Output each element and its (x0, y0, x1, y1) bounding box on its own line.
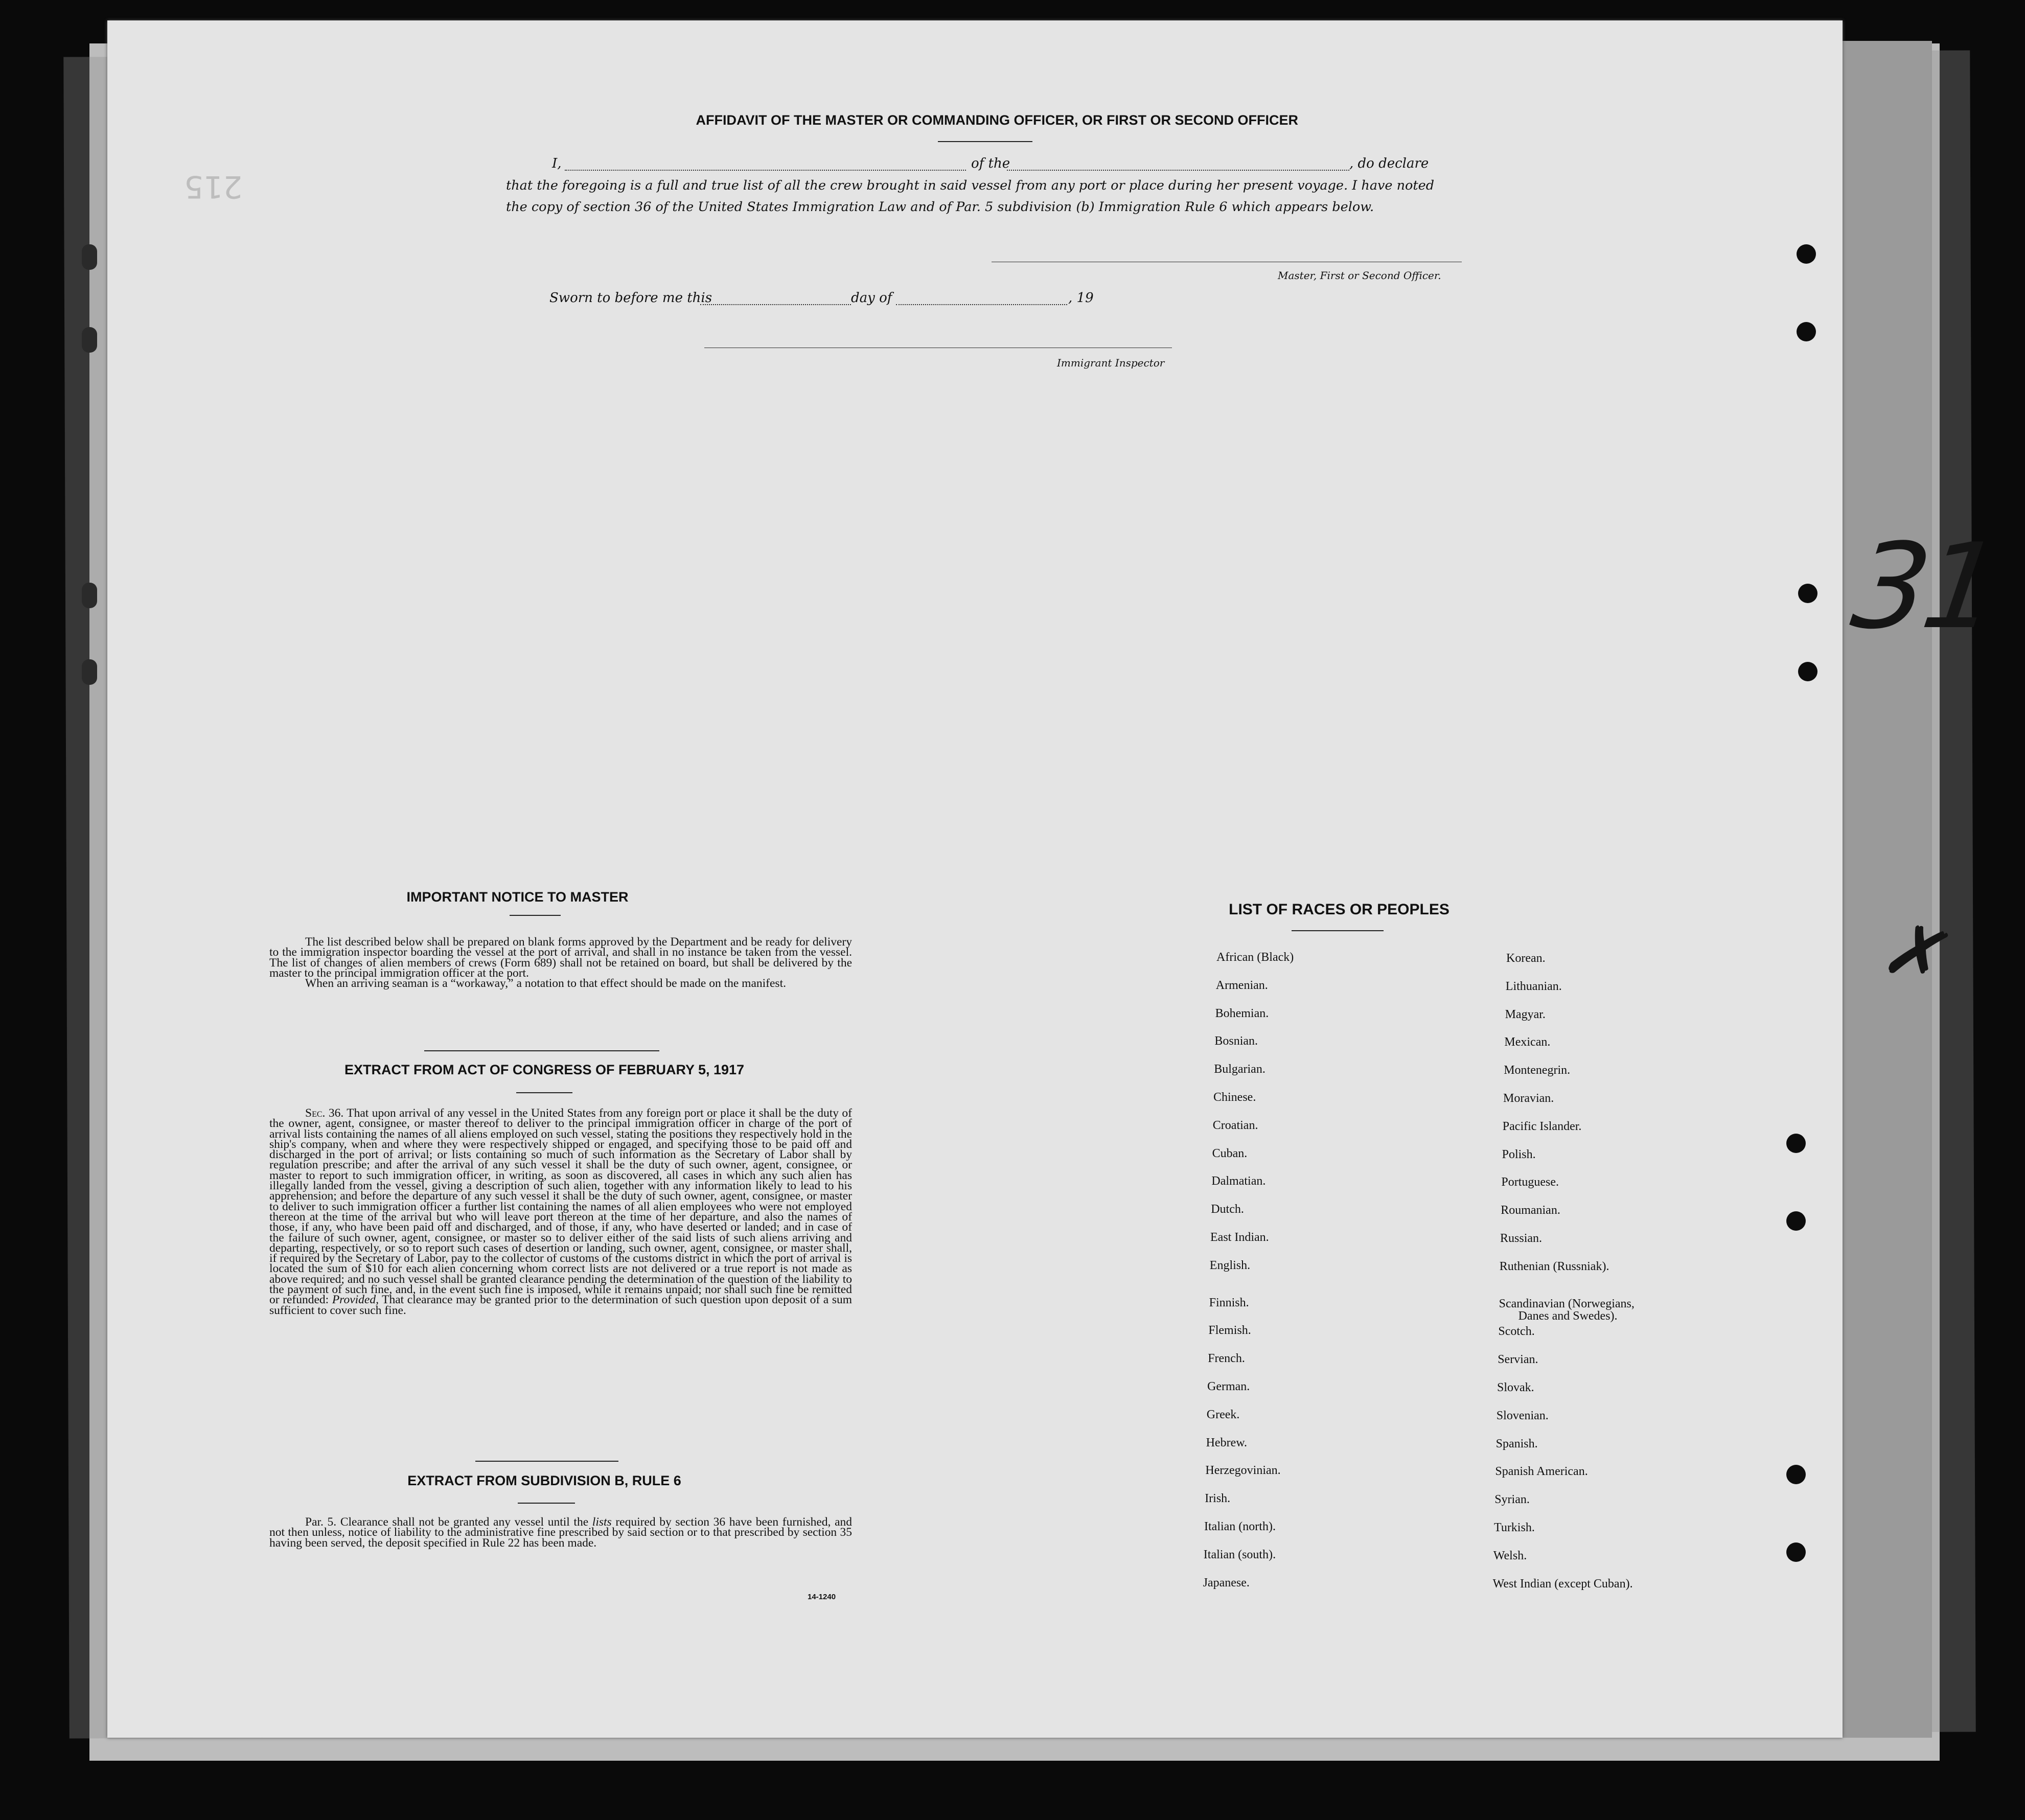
sworn-day-blank[interactable] (700, 304, 851, 305)
race-item: Italian (south). (1203, 1548, 1276, 1561)
extract-act-end-rule (475, 1461, 618, 1462)
race-item: Portuguese. (1501, 1176, 1559, 1189)
race-item: English. (1209, 1258, 1251, 1272)
race-item: Bulgarian. (1214, 1063, 1265, 1076)
name-blank[interactable] (565, 170, 966, 171)
notice-paragraph-2: When an arriving seaman is a “workaway,” a notation to that effect should be made on the manifest. (305, 977, 786, 990)
affidavit-title-rule (938, 141, 1032, 142)
race-item: Armenian. (1215, 978, 1268, 992)
race-item: Pacific Islander. (1502, 1119, 1582, 1133)
extract-act-section-label: Sec. 36. (305, 1107, 344, 1120)
race-item: Scotch. (1498, 1325, 1535, 1339)
sworn-prefix: Sworn to before me this (549, 290, 712, 306)
binding-hole (82, 583, 97, 608)
race-item: Herzegovinian. (1205, 1464, 1281, 1478)
extract-act-provided: Provided, (332, 1293, 379, 1307)
extract-rule-text (269, 1517, 852, 1548)
punch-hole (1797, 244, 1816, 264)
inspector-caption: Immigrant Inspector (1057, 357, 1165, 369)
punch-hole (1798, 584, 1817, 603)
race-item: Servian. (1498, 1353, 1538, 1367)
race-item: Flemish. (1208, 1324, 1251, 1338)
punch-hole (1786, 1542, 1806, 1562)
faded-stamp-number: 215 (184, 169, 243, 204)
race-item: Polish. (1502, 1147, 1536, 1161)
punch-hole (1786, 1134, 1806, 1153)
margin-pen-marks: ✗ (1873, 901, 1964, 1007)
race-item: Magyar. (1505, 1007, 1546, 1021)
races-title: LIST OF RACES OR PEOPLES (1229, 901, 1449, 918)
race-item: Croatian. (1212, 1118, 1258, 1132)
race-item: French. (1208, 1352, 1245, 1366)
extract-act-text (269, 1108, 852, 1316)
notice-text (269, 937, 852, 988)
race-item: Spanish American. (1495, 1465, 1588, 1479)
extract-act-title: EXTRACT FROM ACT OF CONGRESS OF FEBRUARY 5, 1917 (344, 1062, 745, 1077)
race-item: African (Black) (1216, 951, 1294, 964)
affidavit-line1-i: I, (552, 156, 562, 171)
race-item: Roumanian. (1501, 1204, 1560, 1217)
extract-rule-title-rule (518, 1503, 575, 1504)
extract-rule-body-end: required by section 36 have been furnished, and not then unless, notice of liability to the administrative fine prescribed by said section or to that prescribed by section 35 having been served, the deposit specified in Rule 22 has been made. (269, 1515, 853, 1550)
binding-hole (82, 327, 97, 353)
notice-title-rule (510, 915, 561, 916)
race-item: Korean. (1506, 952, 1546, 965)
master-signature-caption: Master, First or Second Officer. (1278, 269, 1441, 282)
race-item: Dalmatian. (1211, 1174, 1266, 1188)
race-item: Danes and Swedes). (1518, 1309, 1618, 1323)
binding-hole (82, 244, 97, 270)
race-item: Bosnian. (1214, 1034, 1258, 1048)
extract-act-body: That upon arrival of any vessel in the United States from any foreign port or place it shall be the duty of the owner, agent, consignee, or master thereof to deliver to the principal immigration officer in charge of the port of arrival lists containing the names of all aliens employed on such vessel, stating the positions they respectively hold in the ship's company, when and where they were respectively shipped or engaged, and specifying those to be paid off and discharged in the port of arrival; or lists containing so much of such information as the Secretary of Labor shall by regulation prescribe; and after the arrival of any such vessel it shall be the duty of such owner, agent, consignee, or master to report to such immigration officer, in writing, as soon as discovered, all cases in which any such alien has illegally landed from the vessel, giving a description of such alien, together with any information likely to lead to his apprehension; and before the departure of any such vessel it shall be the duty of such owner, agent, consignee, or master to deliver to such immigration officer a further list containing the names of all alien employees who were not employed thereon at the time of the arrival but who will leave port thereon at the time of her departure, and also the names of those, if any, who have been paid off and discharged, and of those, if any, who have deserted or landed; and in case of the failure of such owner, agent, consignee, or master so to deliver either of the said lists of such aliens arriving and departing, respectively, or so to report such cases of desertion or landing, such owner, agent, consignee, or master shall, if required by the Secretary of Labor, pay to the collector of customs of the customs district in which the port of arrival is located the sum of $10 for each alien concerning whom correct lists are not delivered or a true report is not made as above required; and no such vessel shall be granted clearance pending the determination of the question of the liability to the payment of such fine, and, in the event such fine is imposed, while it remains unpaid; nor shall such fine be remitted or refunded: (269, 1107, 853, 1307)
form-number: 14-1240 (808, 1593, 836, 1601)
race-item: Syrian. (1494, 1493, 1530, 1507)
margin-handwritten-number: 31 (1845, 519, 2004, 655)
race-item: German. (1207, 1380, 1250, 1393)
affidavit-line3: the copy of section 36 of the United States Immigration Law and of Par. 5 subdivision (b) Immigration Rule 6 which appears below. (506, 199, 1374, 215)
races-title-rule (1292, 930, 1384, 931)
punch-hole (1797, 322, 1816, 341)
extract-rule-lists-word: lists (592, 1515, 612, 1529)
extract-act-body-end: That clearance may be granted prior to the determination of such question upon deposit of a sum sufficient to cover such fine. (269, 1293, 853, 1317)
form-page (107, 20, 1843, 1738)
sworn-day-of: day of (851, 290, 892, 306)
affidavit-line1-of-the: of the (971, 156, 1010, 171)
race-item: Spanish. (1495, 1437, 1538, 1450)
race-item: Chinese. (1213, 1091, 1256, 1104)
race-item: Ruthenian (Russniak). (1499, 1259, 1609, 1273)
race-item: Montenegrin. (1504, 1064, 1571, 1077)
extract-rule-body-start: Par. 5. Clearance shall not be granted any vessel until the (305, 1515, 589, 1529)
race-item: Bohemian. (1215, 1006, 1269, 1020)
race-item: Cuban. (1212, 1146, 1248, 1160)
race-item: Scandinavian (Norwegians, (1499, 1297, 1635, 1310)
vessel-blank[interactable] (1007, 170, 1349, 171)
race-item: Turkish. (1494, 1521, 1535, 1534)
race-item: Greek. (1206, 1408, 1240, 1421)
affidavit-line2: that the foregoing is a full and true list of all the crew brought in said vessel from any port or place during her present voyage. I have noted (506, 178, 1435, 193)
affidavit-line1-declare: , do declare (1349, 156, 1429, 171)
race-item: Finnish. (1209, 1296, 1249, 1309)
race-item: West Indian (except Cuban). (1492, 1577, 1633, 1591)
race-item: East Indian. (1210, 1231, 1269, 1244)
punch-hole (1786, 1465, 1806, 1484)
extract-rule-title: EXTRACT FROM SUBDIVISION B, RULE 6 (407, 1473, 681, 1488)
sworn-year: , 19 (1068, 290, 1094, 306)
notice-title: IMPORTANT NOTICE TO MASTER (406, 889, 629, 905)
punch-hole (1786, 1211, 1806, 1231)
notice-paragraph-1: The list described below shall be prepared on blank forms approved by the Department and be ready for delivery to the immigration inspector boarding the vessel at the port of arrival, and shall in no instance be taken from the vessel. The list of changes of alien members of crews (Form 689) shall not be retained on board, but shall be delivered by the master to the principal immigration officer at the port. (269, 935, 852, 980)
race-item: Slovenian. (1496, 1409, 1549, 1422)
punch-hole (1798, 662, 1817, 681)
race-item: Russian. (1500, 1232, 1543, 1245)
affidavit-title: AFFIDAVIT OF THE MASTER OR COMMANDING OFFICER, OR FIRST OR SECOND OFFICER (696, 112, 1298, 128)
binding-hole (82, 659, 97, 685)
sworn-month-blank[interactable] (896, 304, 1067, 305)
race-item: Irish. (1205, 1492, 1231, 1506)
race-item: Lithuanian. (1505, 979, 1562, 993)
race-item: Italian (north). (1204, 1520, 1276, 1533)
extract-act-title-rule (516, 1092, 572, 1093)
race-item: Hebrew. (1206, 1436, 1247, 1449)
notice-section-rule (424, 1050, 659, 1051)
race-item: Japanese. (1203, 1576, 1250, 1589)
race-item: Slovak. (1497, 1381, 1534, 1394)
race-item: Dutch. (1211, 1203, 1244, 1216)
race-item: Moravian. (1503, 1092, 1554, 1105)
race-item: Welsh. (1493, 1549, 1527, 1562)
race-item: Mexican. (1504, 1035, 1551, 1049)
